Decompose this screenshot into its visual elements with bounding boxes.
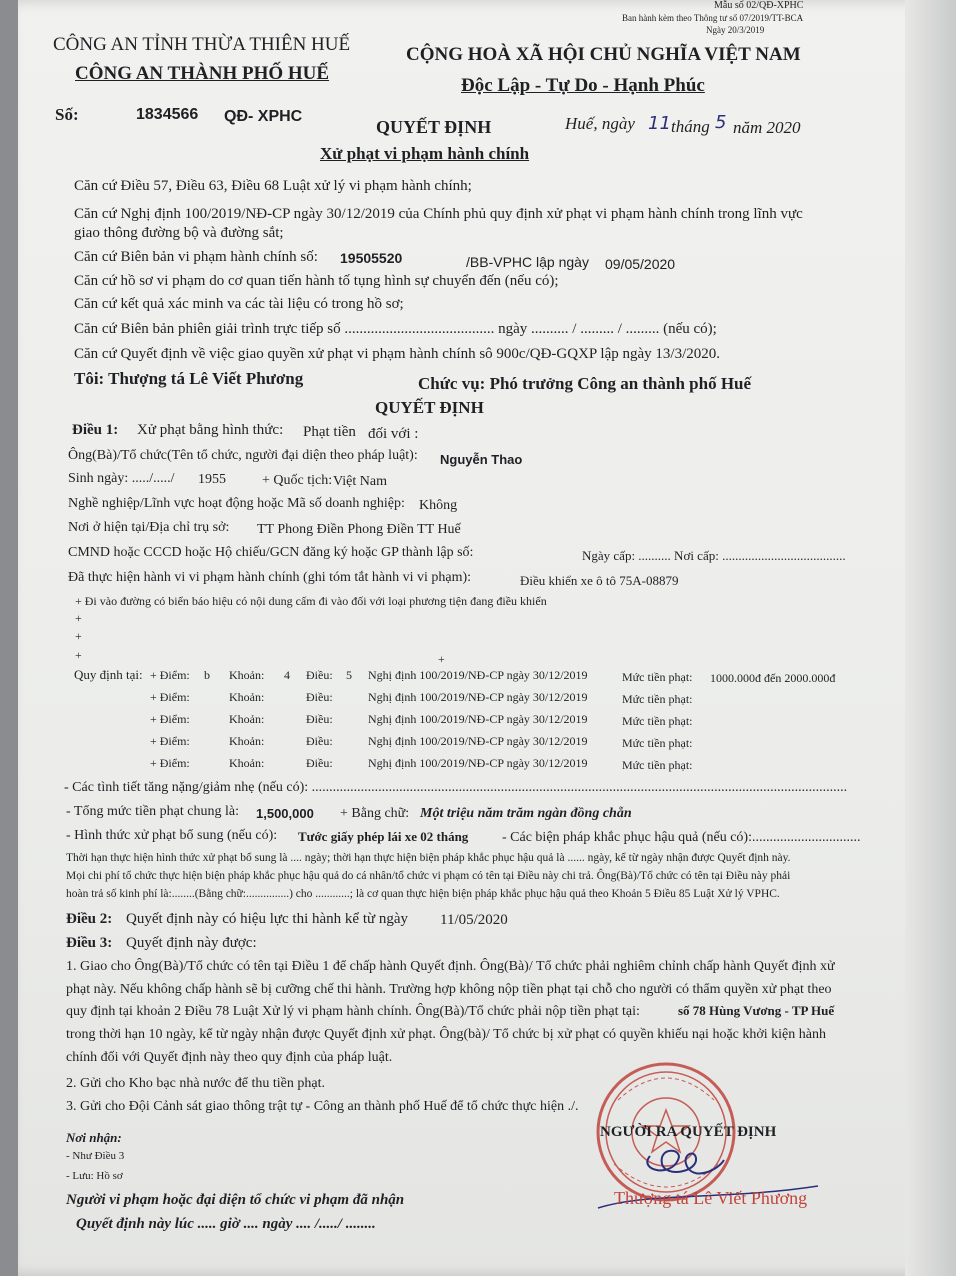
receipt-line-2: Quyết định này lúc ..... giờ .... ngày .... /...../ ........ — [76, 1216, 376, 1232]
form-code-3: Ngày 20/3/2019 — [706, 25, 765, 35]
job-value: Không — [419, 498, 458, 513]
total-value: 1,500,000 — [256, 806, 314, 821]
issuer-label: Tôi: Thượng tá Lê Viết Phương — [74, 369, 304, 388]
date-year: năm 2020 — [733, 118, 801, 137]
article3-p1-2: phạt này. Nếu không chấp hành sẽ bị cưỡng chế thi hành. Trường hợp không nộp tiền phạt tại chỗ cho người có thẩm quyền xử phạt theo — [66, 982, 832, 997]
reg-fine-label: Mức tiền phạt: — [622, 736, 693, 750]
basis-4: Căn cứ hồ sơ vi phạm do cơ quan tiến hành tố tụng hình sự chuyển đến (nếu có); — [74, 273, 559, 289]
reg-point-label: + Điểm: — [150, 734, 190, 748]
agency-name: CÔNG AN THÀNH PHỐ HUẾ — [75, 63, 330, 84]
person-name: Nguyễn Thao — [440, 452, 523, 467]
document-title: QUYẾT ĐỊNH — [376, 117, 492, 137]
words-label: + Bằng chữ: — [340, 806, 410, 821]
reg-clause-label: Khoản: — [229, 712, 265, 726]
reg-decree: Nghị định 100/2019/NĐ-CP ngày 30/12/2019 — [368, 734, 588, 748]
paper-edge — [905, 0, 956, 1276]
form-code-2: Ban hành kèm theo Thông tư số 07/2019/TT-BCA — [622, 13, 804, 23]
record-date: 09/05/2020 — [605, 256, 676, 272]
reg-decree: Nghị định 100/2019/NĐ-CP ngày 30/12/2019 — [368, 756, 588, 770]
reg-article-label: Điều: — [306, 756, 333, 770]
reg-article-label: Điều: — [306, 668, 333, 682]
basis-1: Căn cứ Điều 57, Điều 63, Điều 68 Luật xử lý vi phạm hành chính; — [74, 178, 472, 194]
article3-p1-1: 1. Giao cho Ông(Bà)/Tổ chức có tên tại Điều 1 để chấp hành Quyết định. Ông(Bà)/ Tổ chức phải nghiêm chỉnh chấp hành Quyết định xử — [66, 959, 835, 974]
nationality-value: Việt Nam — [333, 474, 387, 489]
signer-title: NGƯỜI RA QUYẾT ĐỊNH — [600, 1124, 777, 1140]
date-day: 11 — [648, 113, 671, 134]
violation-4: + — [75, 648, 82, 662]
regulation-lead: Quy định tại: — [74, 667, 143, 682]
basis-6: Căn cứ Biên bản phiên giải trình trực tiếp số ........................................ ngày .......... / ......... / ......... (nếu có); — [74, 321, 717, 337]
article3-p1-5: chính đối với Quyết định này theo quy định của pháp luật. — [66, 1050, 393, 1065]
article1-form-value: Phạt tiền — [303, 424, 356, 440]
violation-2: + — [75, 611, 82, 625]
record-number: 19505520 — [340, 250, 403, 266]
reg-clause: 4 — [284, 668, 290, 682]
reg-article-label: Điều: — [306, 690, 333, 704]
reg-point: b — [204, 668, 210, 682]
basis-5: Căn cứ kết quả xác minh va các tài liệu có trong hồ sơ; — [74, 296, 404, 312]
id-label: CMND hoặc CCCD hoặc Hộ chiếu/GCN đăng ký hoặc GP thành lập số: — [68, 545, 474, 560]
words-value: Một triệu năm trăm ngàn đồng chẵn — [420, 806, 632, 821]
reg-decree: Nghị định 100/2019/NĐ-CP ngày 30/12/2019 — [368, 668, 588, 682]
violation-3: + — [75, 629, 82, 643]
signer-name: Thượng tá Lê Viết Phương — [614, 1188, 808, 1208]
basis-2b: giao thông đường bộ và đường sắt; — [74, 225, 284, 241]
basis-3: Căn cứ Biên bản vi phạm hành chính số: — [74, 249, 318, 265]
article1-form-text: Xử phạt bằng hình thức: — [137, 422, 284, 438]
reg-clause-label: Khoản: — [229, 734, 265, 748]
article1-against: đối với : — [368, 426, 419, 442]
record-suffix: /BB-VPHC lập ngày — [466, 254, 589, 270]
date-prefix: Huế, ngày — [565, 114, 635, 133]
aggravating: - Các tình tiết tăng nặng/giảm nhẹ (nếu có): ......................................................................................................................................................... — [64, 780, 848, 795]
recipient-2: - Lưu: Hồ sơ — [66, 1170, 123, 1182]
reg-point-label: + Điểm: — [150, 712, 190, 726]
date-month: 5 — [715, 112, 727, 133]
document-subtitle: Xử phạt vi phạm hành chính — [320, 144, 530, 163]
id-date: Ngày cấp: .......... Nơi cấp: ...................................... — [582, 548, 846, 563]
article3-p1-3: quy định tại khoản 2 Điều 78 Luật Xử lý vi phạm hành chính. Ông(Bà)/Tổ chức phải nộp tiền phạt tại: — [66, 1004, 640, 1019]
small-line-3: hoàn trả số kinh phí là:........(Bằng chữ:...............) cho ............; là cơ quan thực hiện biện pháp khắc phục hậu quả theo Khoản 5 Điều 85 Luật Xử lý VPHC. — [66, 888, 780, 900]
number-value: 1834566 — [136, 106, 199, 123]
pay-place: số 78 Hùng Vương - TP Huế — [678, 1003, 835, 1018]
recipient-1: - Như Điều 3 — [66, 1150, 125, 1162]
article2-date: 11/05/2020 — [440, 912, 508, 928]
reg-fine: 1000.000đ đến 2000.000đ — [710, 671, 836, 685]
number-label: Số: — [55, 105, 79, 124]
reg-fine-label: Mức tiền phạt: — [622, 670, 693, 684]
article3-p3: 3. Gửi cho Đội Cảnh sát giao thông trật tự - Công an thành phố Huế để tổ chức thực hiện ./. — [66, 1099, 579, 1114]
nation-motto: Độc Lập - Tự Do - Hạnh Phúc — [461, 75, 705, 96]
reg-clause-label: Khoản: — [229, 756, 265, 770]
nation-title: CỘNG HOÀ XÃ HỘI CHỦ NGHĨA VIỆT NAM — [406, 44, 801, 65]
birth-label: Sinh ngày: ...../...../ — [68, 471, 175, 486]
reg-point-label: + Điểm: — [150, 756, 190, 770]
issuer-position: Chức vụ: Phó trưởng Công an thành phố Huế — [418, 374, 752, 393]
birth-year: 1955 — [198, 472, 226, 487]
reg-clause-label: Khoản: — [229, 690, 265, 704]
reg-fine-label: Mức tiền phạt: — [622, 692, 693, 706]
form-code-1: Mẫu số 02/QĐ-XPHC — [714, 0, 804, 11]
reg-fine-label: Mức tiền phạt: — [622, 758, 693, 772]
job-label: Nghề nghiệp/Lĩnh vực hoạt động hoặc Mã số doanh nghiệp: — [68, 496, 405, 511]
reg-point-label: + Điểm: — [150, 668, 190, 682]
date-month-label: tháng — [671, 117, 710, 136]
person-label: Ông(Bà)/Tổ chức(Tên tổ chức, người đại diện theo pháp luật): — [68, 448, 418, 463]
number-suffix: QĐ- XPHC — [224, 108, 303, 125]
extra-value: Tước giấy phép lái xe 02 tháng — [298, 829, 469, 844]
reg-point-label: + Điểm: — [150, 690, 190, 704]
reg-clause-label: Khoản: — [229, 668, 265, 682]
decision-heading: QUYẾT ĐỊNH — [375, 398, 484, 417]
address-label: Nơi ở hiện tại/Địa chỉ trụ sở: — [68, 520, 230, 535]
signature-scribble — [647, 1151, 724, 1174]
basis-2: Căn cứ Nghị định 100/2019/NĐ-CP ngày 30/12/2019 của Chính phủ quy định xử phạt vi phạm hành chính trong lĩnh vực — [74, 206, 803, 222]
article1-label: Điều 1: — [72, 422, 119, 438]
reg-decree: Nghị định 100/2019/NĐ-CP ngày 30/12/2019 — [368, 712, 588, 726]
violation-label: Đã thực hiện hành vi vi phạm hành chính (ghi tóm tắt hành vi vi phạm): — [68, 570, 472, 585]
article2-text: Quyết định này có hiệu lực thi hành kể từ ngày — [126, 911, 409, 927]
address-value: TT Phong Điền Phong Điền TT Huế — [257, 522, 461, 537]
reg-article-label: Điều: — [306, 734, 333, 748]
small-line-1: Thời hạn thực hiện hình thức xử phạt bổ sung là .... ngày; thời hạn thực hiện biện pháp khắc phục hậu quả là ...... ngày, kể từ ngày nhận được Quyết định này. — [66, 852, 791, 864]
vehicle-value: Điều khiển xe ô tô 75A-08879 — [520, 573, 679, 588]
reg-article-label: Điều: — [306, 712, 333, 726]
basis-7: Căn cứ Quyết định về việc giao quyền xử phạt vi phạm hành chính sô 900c/QĐ-GQXP lập ngày 13/3/2020. — [74, 346, 721, 362]
extra-label: - Hình thức xử phạt bổ sung (nếu có): — [66, 828, 278, 843]
article3-p1-4: trong thời hạn 10 ngày, kể từ ngày nhận được Quyết định xử phạt. Ông(bà)/ Tổ chức bị xử phạt có quyền khiếu nại hoặc khởi kiện hành — [66, 1027, 826, 1042]
agency-parent: CÔNG AN TỈNH THỪA THIÊN HUẾ — [53, 34, 351, 55]
article3-text: Quyết định này được: — [126, 935, 257, 951]
nationality-label: + Quốc tịch: — [262, 473, 333, 488]
article3-p2: 2. Gửi cho Kho bạc nhà nước để thu tiền phạt. — [66, 1076, 325, 1091]
total-label: - Tổng mức tiền phạt chung là: — [66, 804, 239, 819]
remedy: - Các biện pháp khắc phục hậu quả (nếu có):............................... — [502, 830, 861, 845]
reg-decree: Nghị định 100/2019/NĐ-CP ngày 30/12/2019 — [368, 690, 588, 704]
article2-label: Điều 2: — [66, 911, 113, 927]
article3-label: Điều 3: — [66, 935, 113, 951]
reg-article: 5 — [346, 668, 352, 682]
plus-mark: + — [438, 652, 445, 666]
receipt-line-1: Người vi phạm hoặc đại diện tổ chức vi phạm đã nhận — [66, 1192, 405, 1208]
recipients-label: Nơi nhận: — [66, 1130, 122, 1145]
violation-1: + Đi vào đường có biển báo hiệu có nội dung cấm đi vào đối với loại phương tiện đang điều khiển — [75, 594, 547, 608]
small-line-2: Mọi chi phí tổ chức thực hiện biện pháp khắc phục hậu quả do cá nhân/tổ chức vi phạm có tên tại Điều này chi trả. Ông(Bà)/Tổ chức có tên tại Điều này phải — [66, 870, 791, 882]
reg-fine-label: Mức tiền phạt: — [622, 714, 693, 728]
